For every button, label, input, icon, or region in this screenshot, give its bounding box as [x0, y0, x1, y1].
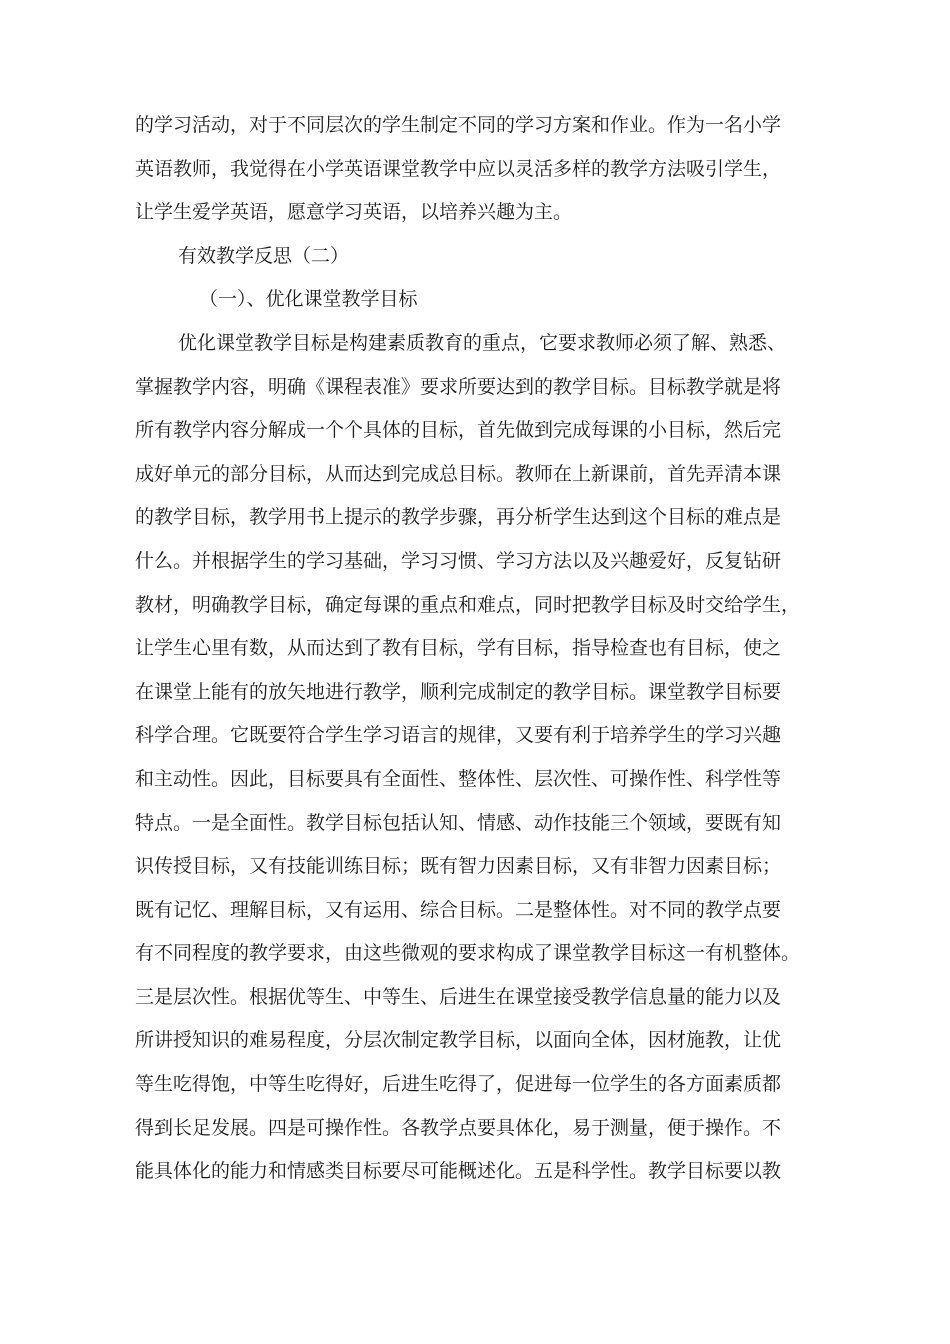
text-line: 所有教学内容分解成一个个具体的目标，首先做到完成每课的小目标，然后完 [135, 419, 782, 442]
document-body [135, 104, 835, 1194]
section-title: 有效教学反思（二） [178, 244, 350, 267]
text-line: 在课堂上能有的放矢地进行教学，顺利完成制定的教学目标。课堂教学目标要 [135, 680, 782, 703]
text-line: 等生吃得饱，中等生吃得好，后进生吃得了，促进每一位学生的各方面素质都 [135, 1073, 782, 1096]
text-line: 成好单元的部分目标，从而达到完成总目标。教师在上新课前，首先弄清本课 [135, 462, 782, 485]
text-line: 和主动性。因此，目标要具有全面性、整体性、层次性、可操作性、科学性等 [135, 767, 782, 790]
text-line: 让学生心里有数，从而达到了教有目标，学有目标，指导检查也有目标，使之 [135, 637, 782, 660]
text-line: 什么。并根据学生的学习基础，学习习惯、学习方法以及兴趣爱好，反复钻研 [135, 549, 782, 572]
text-line: 有不同程度的教学要求，由这些微观的要求构成了课堂教学目标这一有机整体。 [135, 942, 801, 965]
text-line: 能具体化的能力和情感类目标要尽可能概述化。五是科学性。教学目标要以教 [135, 1160, 782, 1183]
text-line: 得到长足发展。四是可操作性。各教学点要具体化，易于测量，便于操作。不 [135, 1116, 782, 1139]
text-line: 三是层次性。根据优等生、中等生、后进生在课堂接受教学信息量的能力以及 [135, 985, 782, 1008]
text-line: 掌握教学内容，明确《课程表准》要求所要达到的教学目标。目标教学就是将 [135, 375, 782, 398]
text-line: 教材，明确教学目标，确定每课的重点和难点，同时把教学目标及时交给学生， [135, 593, 801, 616]
text-line: 既有记忆、理解目标，又有运用、综合目标。二是整体性。对不同的教学点要 [135, 898, 782, 921]
text-line: 识传授目标，又有技能训练目标；既有智力因素目标，又有非智力因素目标； [135, 855, 782, 878]
text-line: 科学合理。它既要符合学生学习语言的规律，又要有利于培养学生的学习兴趣 [135, 724, 782, 747]
text-line: 特点。一是全面性。教学目标包括认知、情感、动作技能三个领域，要既有知 [135, 811, 782, 834]
subsection-title: （一）、优化课堂教学目标 [199, 288, 418, 311]
text-line: 英语教师，我觉得在小学英语课堂教学中应以灵活多样的教学方法吸引学生， [135, 157, 782, 180]
text-line: 的教学目标，教学用书上提示的教学步骤，再分析学生达到这个目标的难点是 [135, 506, 782, 529]
text-line: 的学习活动，对于不同层次的学生制定不同的学习方案和作业。作为一名小学 [135, 114, 782, 136]
text-line: 优化课堂教学目标是构建素质教育的重点，它要求教师必须了解、熟悉、 [178, 331, 787, 354]
text-line: 让学生爱学英语，愿意学习英语，以培养兴趣为主。 [135, 201, 573, 224]
text-line: 所讲授知识的难易程度，分层次制定教学目标，以面向全体，因材施教，让优 [135, 1029, 782, 1052]
